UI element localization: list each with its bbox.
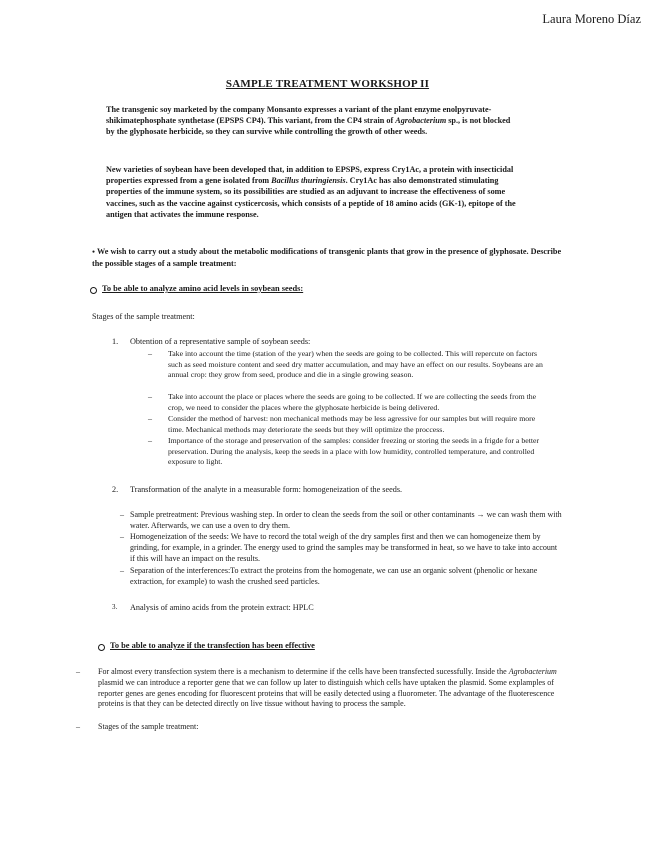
dash-icon: – (76, 667, 80, 676)
circle-bullet-icon (98, 644, 105, 651)
dash-icon: – (148, 349, 152, 358)
dash-icon: – (148, 392, 152, 401)
intro-p1-text-a: The transgenic soy marketed by the company Monsanto expresses a variant of the plant enzyme enolpyruvate- shikimatephosphate synthetase (EPSPS CP4). This variant, from the CP4 strain of (106, 105, 492, 126)
section1-heading: To be able to analyze amino acid levels in soybean seeds: (102, 284, 304, 293)
section2-heading: To be able to analyze if the transfection has been effective (110, 641, 315, 650)
step1-bullet-4: Importance of the storage and preservation of the samples: consider freezing or storing the seeds in a frigde for a better preservation. During the analysis, keep the seeds in a place with low humidity, controlled temperature, and controlled exposure to light. (168, 436, 540, 467)
step1-number: 1. (112, 337, 119, 346)
step2-text: Transformation of the analyte in a measurable form: homogeneization of the seeds. (130, 485, 403, 494)
stages-label: Stages of the sample treatment: (92, 312, 195, 321)
intro-p2-italic: Bacillus thuringiensis (271, 176, 346, 186)
final-bullet-1-italic: Agrobacterium (508, 667, 557, 676)
final-bullet-2: Stages of the sample treatment: (98, 722, 199, 731)
intro-paragraph-2 (106, 164, 516, 220)
dash-icon: – (120, 510, 124, 519)
author-name: Laura Moreno Díaz (542, 12, 641, 26)
final-bullet-1-text-b: plasmid we can introduce a reporter gene that we can follow up later to distinguish which cells have uptaken the plasmid. Some explamples of reporter genes are genes encoding for fluorescent proteins that will be easily detected using a fluorometer. The advantage of the fluoterescence proteins is that they can be detected directly on live tissue without having to process the sample. (98, 677, 555, 709)
dash-icon: – (148, 414, 152, 423)
intro-paragraph-1 (106, 104, 516, 138)
step1-bullet-2: Take into account the place or places where the seeds are going to be collected. If we are collecting the seeds from the crop, we need to consider the places where the glyphosate herbicide is being delivered. (168, 392, 537, 412)
step2-number: 2. (112, 485, 119, 494)
intro-p1-text-b: sp., is not blocked by the glyphosate herbicide, so they can survive while controlling the growth of other weeds. (106, 116, 511, 137)
step2-bullet-1: Sample pretreatment: Previous washing step. In order to clean the seeds from the soil or other contaminants → we can wash them with water. Afterwards, we can use a oven to dry them. (130, 510, 562, 530)
step2-bullet-2: Homogeneization of the seeds: We have to record the total weigh of the dry samples first and then we can homogeneize them by grinding, for example, in a grinder. The energy used to grind the samples may be transformed in heat, so we have to take into account if this will have an impact on the results. (130, 532, 558, 563)
step1-bullet-1: Take into account the time (station of the year) when the seeds are going to be collected. This will repercute on factors such as seed moisture content and seed dry matter accumulation, and may have an effect on our results. Soybeans are an annual crop: they grow from seed, produce and die in a single growing season. (168, 349, 543, 380)
step1-text: Obtention of a representative sample of soybean seeds: (130, 337, 311, 346)
dash-icon: – (148, 436, 152, 445)
final-bullet-1 (98, 667, 568, 710)
intro-p2-text-b: . Cry1Ac has also demonstrated stimulating properties of the immune system, so its possibilities are studied as an adjuvant to increase the effectiveness of some vaccines, such as the vaccine against cysticercosis, which consists of a peptide of 18 amino acids (GK-1), epitope of the antigen that activates the immune response. (106, 176, 516, 219)
step1-bullet-3: Consider the method of harvest: non mechanical methods may be less agressive for our samples but will require more time. Mechanical methods may deteriorate the seeds but they will optimize the proccess. (168, 414, 536, 434)
step3-number: 3. (112, 603, 118, 611)
intro-p2-text-a: New varieties of soybean have been developed that, in addition to EPSPS, express Cry1Ac, a protein with insecticidal properties expressed from a gene isolated from (106, 165, 514, 186)
document-title: SAMPLE TREATMENT WORKSHOP II (225, 78, 430, 90)
circle-bullet-icon (90, 287, 97, 294)
bullet-icon: ● (92, 250, 96, 255)
dash-icon: – (120, 566, 124, 575)
dash-icon: – (120, 532, 124, 541)
final-bullet-1-text-a: For almost every transfection system there is a mechanism to determine if the cells have been transfected sucessfully. Inside the (98, 667, 509, 676)
question-text: We wish to carry out a study about the metabolic modifications of transgenic plants that grow in the presence of glyphosate. Describe the possible stages of a sample treatment: (92, 247, 562, 269)
intro-p1-italic: Agrobacterium (395, 116, 447, 126)
step2-bullet-3: Separation of the interferences:To extract the proteins from the homogenate, we can use an organic solvent (phenolic or hexane extraction, for example) to wash the crushed seed particles. (130, 566, 538, 586)
dash-icon: – (76, 722, 80, 731)
question-paragraph (92, 246, 562, 269)
step3-text: Analysis of amino acids from the protein extract: HPLC (130, 603, 314, 612)
